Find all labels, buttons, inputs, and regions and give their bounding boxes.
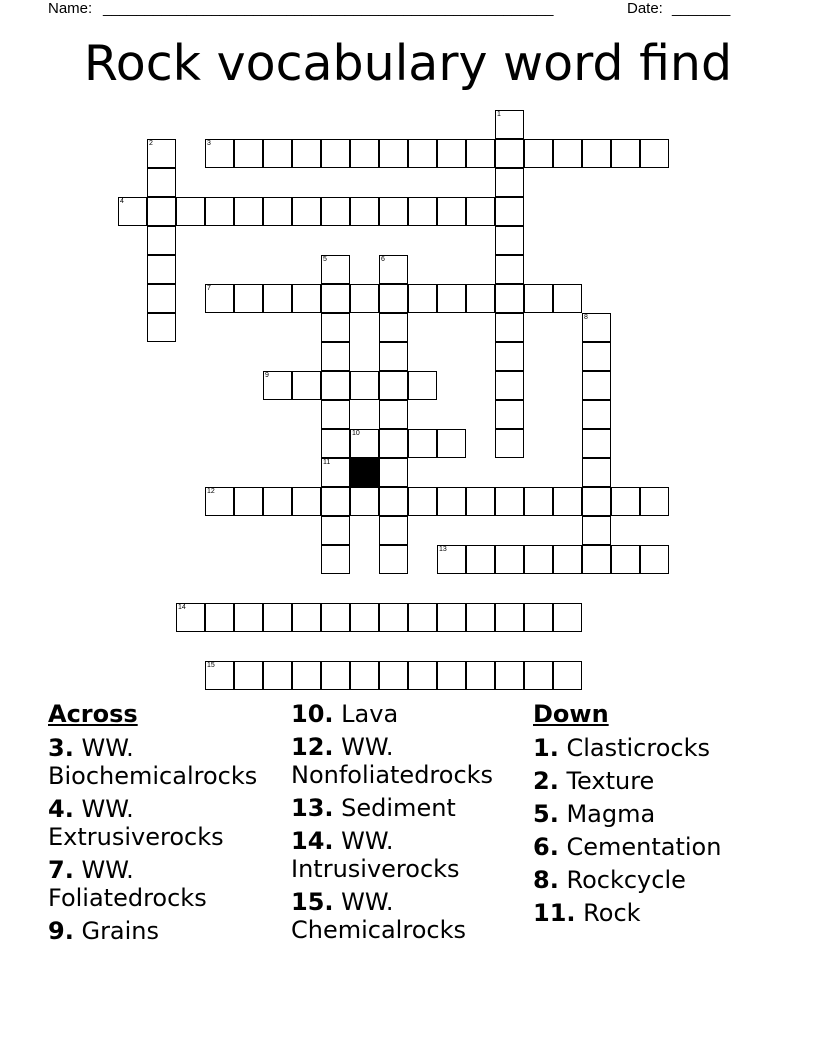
grid-cell[interactable] [466,545,495,574]
grid-cell[interactable] [408,139,437,168]
grid-cell[interactable] [582,342,611,371]
grid-cell[interactable] [205,487,234,516]
grid-cell[interactable] [292,371,321,400]
clue-down-2: 2. Texture [533,767,655,795]
grid-cell[interactable] [379,487,408,516]
grid-cell[interactable] [205,284,234,313]
grid-cell[interactable] [437,139,466,168]
grid-cell[interactable] [553,139,582,168]
grid-cell[interactable] [553,603,582,632]
grid-cell[interactable] [437,545,466,574]
grid-cell[interactable] [582,400,611,429]
grid-cell[interactable] [408,603,437,632]
grid-cell[interactable] [292,487,321,516]
clue-across-9: 9. Grains [48,917,160,945]
clue-down-8: 8. Rockcycle [533,866,686,894]
grid-cell[interactable] [263,139,292,168]
grid-cell[interactable] [379,400,408,429]
clue-across-3: 3. WW. Biochemicalrocks [48,734,258,790]
grid-cell[interactable] [524,139,553,168]
grid-cell[interactable] [321,429,350,458]
grid-cell[interactable] [263,284,292,313]
grid-cell[interactable] [379,139,408,168]
grid-cell[interactable] [379,313,408,342]
grid-cell[interactable] [292,197,321,226]
grid-cell[interactable] [147,139,176,168]
clue-across-14: 14. WW. Intrusiverocks [291,827,460,883]
grid-cell[interactable] [437,487,466,516]
clue-number: 15 [207,662,215,669]
page-title: Rock vocabulary word find [83,35,733,92]
grid-cell[interactable] [524,545,553,574]
grid-cell[interactable] [321,313,350,342]
grid-cell[interactable] [234,139,263,168]
clue-number: 7 [207,285,211,292]
grid-cell[interactable] [147,197,176,226]
grid-cell[interactable] [205,139,234,168]
grid-cell[interactable] [640,487,669,516]
grid-cell[interactable] [379,516,408,545]
clue-across-12: 12. WW. Nonfoliatedrocks [291,733,494,789]
grid-cell[interactable] [582,139,611,168]
grid-cell[interactable] [292,661,321,690]
grid-cell[interactable] [379,284,408,313]
clue-across-7: 7. WW. Foliatedrocks [48,856,207,912]
grid-cell[interactable] [437,197,466,226]
grid-cell[interactable] [350,429,379,458]
grid-cell[interactable] [176,197,205,226]
grid-cell[interactable] [408,487,437,516]
clue-across-4: 4. WW. Extrusiverocks [48,795,224,851]
grid-cell[interactable] [437,603,466,632]
grid-cell[interactable] [524,487,553,516]
grid-cell[interactable] [147,168,176,197]
grid-cell[interactable] [205,603,234,632]
grid-cell[interactable] [234,661,263,690]
grid-cell[interactable] [408,197,437,226]
grid-cell[interactable] [524,603,553,632]
grid-cell[interactable] [234,197,263,226]
grid-cell[interactable] [495,429,524,458]
clue-number: 10 [352,430,360,437]
grid-cell[interactable] [408,429,437,458]
grid-cell[interactable] [495,603,524,632]
grid-cell[interactable] [147,284,176,313]
grid-cell[interactable] [379,371,408,400]
grid-cell[interactable] [321,371,350,400]
clues-column-across [48,700,288,950]
date-label: Date: [627,0,663,17]
grid-cell[interactable] [553,661,582,690]
grid-cell[interactable] [350,661,379,690]
grid-cell[interactable] [379,545,408,574]
grid-cell[interactable] [408,661,437,690]
grid-cell[interactable] [524,661,553,690]
grid-cell[interactable] [495,313,524,342]
clues-column-across-continued [291,700,531,949]
grid-cell[interactable] [437,429,466,458]
clue-number: 12 [207,488,215,495]
grid-cell[interactable] [553,545,582,574]
grid-cell[interactable] [582,458,611,487]
grid-cell[interactable] [379,429,408,458]
grid-cell[interactable] [292,603,321,632]
grid-cell[interactable] [611,139,640,168]
grid-cell[interactable] [466,197,495,226]
grid-cell[interactable] [234,284,263,313]
grid-cell[interactable] [118,197,147,226]
grid-cell[interactable] [466,603,495,632]
grid-cell[interactable] [263,603,292,632]
grid-cell[interactable] [321,342,350,371]
grid-cell[interactable] [321,661,350,690]
grid-cell[interactable] [437,284,466,313]
clue-number: 8 [584,314,588,321]
grid-cell[interactable] [350,139,379,168]
grid-cell[interactable] [524,284,553,313]
grid-cell[interactable] [495,110,524,139]
clues-column-down [533,700,793,932]
grid-cell[interactable] [263,487,292,516]
grid-cell[interactable] [495,545,524,574]
grid-cell[interactable] [466,661,495,690]
grid-cell[interactable] [205,661,234,690]
grid-cell[interactable] [379,342,408,371]
clue-across-10: 10. Lava [291,700,399,728]
grid-cell[interactable] [379,255,408,284]
grid-cell[interactable] [495,400,524,429]
grid-cell[interactable] [495,168,524,197]
grid-cell[interactable] [582,313,611,342]
clue-across-13: 13. Sediment [291,794,456,822]
grid-cell[interactable] [495,661,524,690]
grid-cell[interactable] [321,197,350,226]
grid-cell[interactable] [147,313,176,342]
grid-cell[interactable] [321,516,350,545]
grid-cell[interactable] [263,371,292,400]
grid-cell[interactable] [582,545,611,574]
clue-number: 1 [497,111,501,118]
grid-cell[interactable] [495,371,524,400]
clue-number: 4 [120,198,124,205]
grid-cell[interactable] [466,284,495,313]
grid-cell[interactable] [379,197,408,226]
grid-cell[interactable] [437,661,466,690]
grid-cell[interactable] [321,139,350,168]
grid-cell[interactable] [292,284,321,313]
clue-down-11: 11. Rock [533,899,641,927]
clue-number: 5 [323,256,327,263]
grid-cell[interactable] [379,458,408,487]
grid-cell[interactable] [640,545,669,574]
grid-cell[interactable] [611,545,640,574]
clue-across-15: 15. WW. Chemicalrocks [291,888,466,944]
grid-cell[interactable] [495,197,524,226]
grid-cell[interactable] [350,197,379,226]
across-heading: Across [48,700,138,728]
grid-cell[interactable] [292,139,321,168]
grid-cell[interactable] [495,139,524,168]
grid-cell[interactable] [176,603,205,632]
grid-cell[interactable] [379,603,408,632]
grid-cell[interactable] [379,661,408,690]
grid-cell[interactable] [582,429,611,458]
grid-cell[interactable] [582,487,611,516]
clue-down-1: 1. Clasticrocks [533,734,710,762]
clue-number: 9 [265,372,269,379]
grid-cell[interactable] [147,226,176,255]
grid-cell[interactable] [553,284,582,313]
grid-cell[interactable] [147,255,176,284]
clue-number: 11 [323,459,331,466]
grid-cell[interactable] [321,487,350,516]
grid-cell[interactable] [582,516,611,545]
grid-cell[interactable] [350,284,379,313]
grid-cell[interactable] [582,371,611,400]
clue-number: 6 [381,256,385,263]
grid-cell[interactable] [263,661,292,690]
grid-cell[interactable] [495,255,524,284]
grid-cell[interactable] [466,139,495,168]
grid-cell[interactable] [408,284,437,313]
name-label: Name: [48,0,93,17]
clue-number: 3 [207,140,211,147]
grid-cell[interactable] [321,284,350,313]
grid-cell[interactable] [350,487,379,516]
grid-cell[interactable] [321,400,350,429]
grid-cell[interactable] [495,284,524,313]
grid-cell[interactable] [321,545,350,574]
grid-cell[interactable] [611,487,640,516]
clue-down-5: 5. Magma [533,800,656,828]
grid-cell[interactable] [350,603,379,632]
grid-cell[interactable] [466,487,495,516]
grid-cell[interactable] [321,603,350,632]
clue-number: 2 [149,140,153,147]
grid-cell[interactable] [321,458,350,487]
grid-cell[interactable] [234,487,263,516]
grid-cell[interactable] [263,197,292,226]
grid-cell[interactable] [234,603,263,632]
grid-cell[interactable] [408,371,437,400]
grid-cell[interactable] [495,487,524,516]
clue-number: 13 [439,546,447,553]
down-heading: Down [533,700,609,728]
grid-cell[interactable] [640,139,669,168]
clue-number: 14 [178,604,186,611]
grid-cell[interactable] [553,487,582,516]
grid-cell[interactable] [321,255,350,284]
grid-cell[interactable] [350,371,379,400]
name-blank[interactable]: ______________________________________________________ [103,0,554,17]
date-blank[interactable]: _______ [672,0,731,17]
grid-cell[interactable] [495,226,524,255]
grid-black-cell [350,458,379,487]
grid-cell[interactable] [205,197,234,226]
grid-cell[interactable] [495,342,524,371]
clue-down-6: 6. Cementation [533,833,722,861]
